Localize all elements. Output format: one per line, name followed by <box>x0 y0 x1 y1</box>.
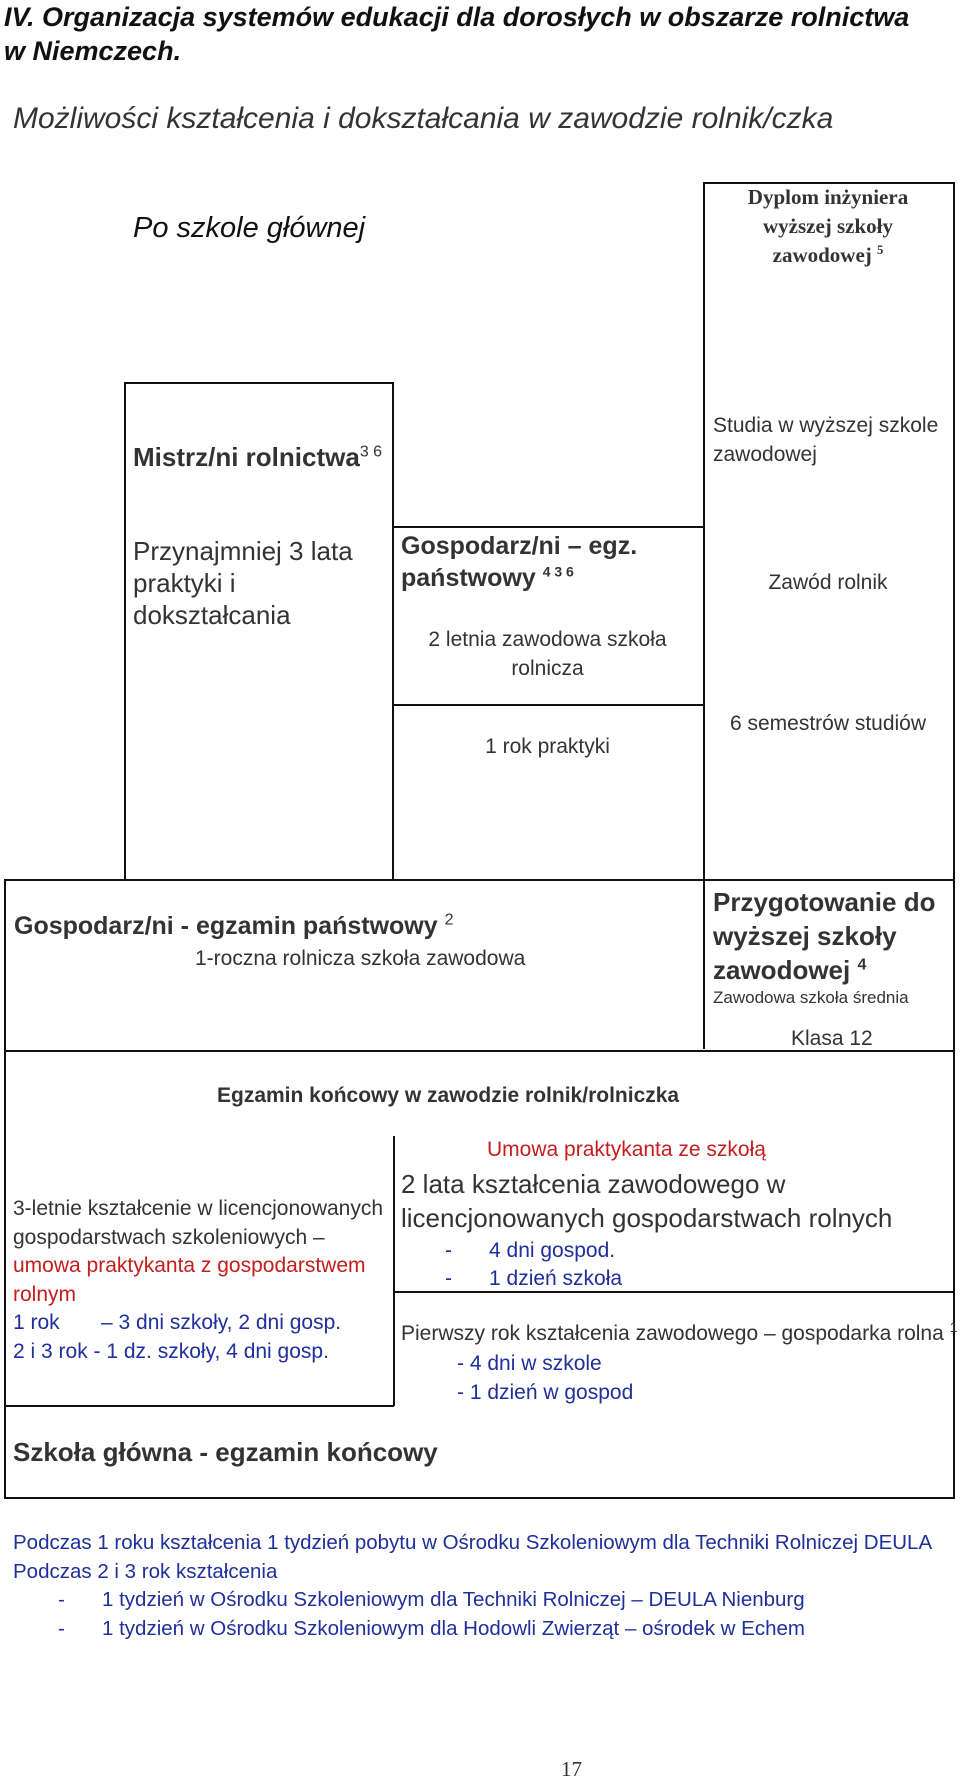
studia-semestry: 6 semestrów studiów <box>729 712 927 735</box>
przygotowanie-klasa: Klasa 12 <box>791 1027 873 1050</box>
right-training-red: Umowa praktykanta ze szkołą <box>487 1138 766 1161</box>
przygotowanie-title: Przygotowanie do wyższej szkoły zawodowej $^4$ <box>713 887 936 985</box>
right-training-footnote: 1 <box>949 1319 958 1335</box>
gospodarz-egzamin-school: 1-roczna rolnicza szkoła zawodowa <box>195 947 526 970</box>
gospodarz-panstwowy-title: Gospodarz/ni – egz. państwowy $^{4 3 6}$ <box>401 532 638 592</box>
mistrz-title: Mistrz/ni rolnictwa$^{3 6}$ <box>133 442 383 472</box>
right-training-main: 2 lata kształcenia zawodowego w licencjonowanych gospodarstwach rolnych <box>401 1169 893 1233</box>
right-training-first-year-bullets: - 4 dni w szkole - 1 dzień w gospod <box>457 1352 634 1404</box>
gospodarz-egzamin-title: Gospodarz/ni - egzamin państwowy $^2$ <box>14 911 454 940</box>
dyplom-block <box>703 183 953 270</box>
left-training: 3-letnie kształcenie w licencjonowanych gospodarstwach szkoleniowych – umowa praktykanta z gospodarstwem rolnym 1 rok – 3 dni szkoły, 2 dni gosp. 2 i 3 rok - 1 dz. szkoły, 4 dni gosp. <box>13 1197 384 1363</box>
egzamin-koncowy: Egzamin końcowy w zawodzie rolnik/rolniczka <box>217 1084 680 1107</box>
heading-title-line2: w Niemczech. <box>4 36 182 66</box>
dyplom-line2: wyższej szkoły <box>762 214 894 238</box>
notes: Podczas 1 roku kształcenia 1 tydzień pobytu w Ośrodku Szkoleniowym dla Techniki Rolniczej DEULA Podczas 2 i 3 rok kształcenia - 1 tydzień w Ośrodku Szkoleniowym dla Techniki Rolniczej – DEULA Nienburg - 1 tydzień w Ośrodku Szkoleniowym dla Hodowli Zwierząt – ośrodek w Echem <box>13 1531 933 1640</box>
szkola-glowna: Szkoła główna - egzamin końcowy <box>13 1437 438 1467</box>
mistrz-desc: Przynajmniej 3 lata praktyki i dokształcania <box>133 536 353 630</box>
gospodarz-panstwowy-practice: 1 rok praktyki <box>485 735 610 758</box>
heading-subtitle: Możliwości kształcenia i dokształcania w zawodzie rolnik/czka <box>13 102 834 135</box>
heading-title-line1: IV. Organizacja systemów edukacji dla dorosłych w obszarze rolnictwa <box>4 2 910 32</box>
studia-title: Studia w wyższej szkole zawodowej <box>713 414 939 466</box>
dyplom-footnote: 5 <box>877 243 884 257</box>
right-training-first-year: Pierwszy rok kształcenia zawodowego – gospodarka rolna $^1$ <box>401 1319 958 1345</box>
dyplom-line3: zawodowej $^5$ <box>772 243 884 267</box>
gospodarz-panstwowy-school: 2 letnia zawodowa szkoła rolnicza <box>428 628 667 680</box>
przygotowanie-footnote: 4 <box>857 956 867 974</box>
po-szkole-glownej: Po szkole głównej <box>133 212 366 244</box>
right-training-bullets: - 4 dni gospod. - 1 dzień szkoła <box>445 1239 623 1290</box>
gospodarz-egzamin-footnote: 2 <box>444 911 454 929</box>
mistrz-footnote: 3 6 <box>359 443 383 461</box>
heading-title <box>4 0 909 68</box>
gospodarz-panstwowy-footnote: 4 3 6 <box>542 563 574 580</box>
dyplom-line1: Dyplom inżyniera <box>747 185 909 209</box>
page-number: 17 <box>561 1757 582 1781</box>
studia-zawod: Zawód rolnik <box>768 571 888 594</box>
przygotowanie-school: Zawodowa szkoła średnia <box>713 988 909 1007</box>
